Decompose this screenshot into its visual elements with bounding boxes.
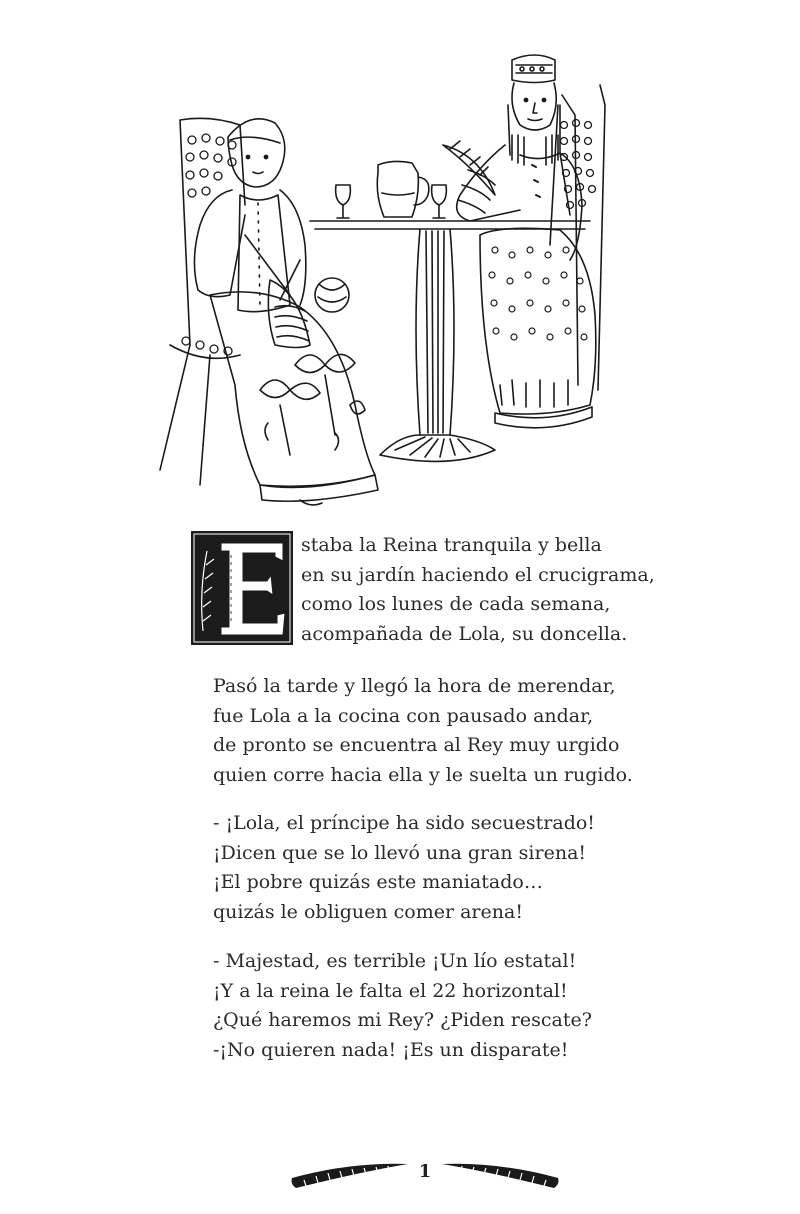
stanza-4 (213, 947, 592, 1065)
stanza-4-line-3: ¿Qué haremos mi Rey? ¿Piden rescate? (213, 1009, 592, 1031)
stanza-4-line-2: ¡Y a la reina le falta el 22 horizontal! (213, 979, 568, 1002)
stanza-2-line-2: fue Lola a la cocina con pausado andar, (213, 704, 594, 727)
stanza-2-line-1: Pasó la tarde y llegó la hora de merendar, (213, 675, 616, 697)
stanza-2 (213, 672, 633, 790)
footer-ornament-right (440, 1158, 560, 1192)
stanza-3-line-4: quizás le obliguen comer arena! (213, 900, 523, 923)
stanza-4-line-1: - Majestad, es terrible ¡Un lío estatal! (213, 950, 577, 972)
stanza-1-line-1: staba la Reina tranquila y bella (301, 534, 602, 556)
stanza-3-line-2: ¡Dicen que se lo llevó una gran sirena! (213, 841, 587, 864)
stanza-4-line-4: -¡No quieren nada! ¡Es un disparate! (213, 1038, 569, 1061)
stanza-1 (301, 531, 655, 649)
jug-and-glasses (336, 161, 447, 218)
illustration-queen-and-king-at-table (150, 45, 630, 515)
stanza-2-line-3: de pronto se encuentra al Rey muy urgido (213, 734, 620, 756)
page-number: 1 (418, 1161, 432, 1182)
stanza-1-line-3: como los lunes de cada semana, (301, 593, 611, 615)
stanza-3-line-3: ¡El pobre quizás este maniatado… (213, 871, 543, 893)
dropcap-ornament (191, 531, 293, 645)
page-footer (290, 1158, 560, 1192)
left-chair (160, 118, 245, 485)
stanza-2-line-4: quien corre hacia ella y le suelta un rugido. (213, 763, 633, 786)
stanza-1-line-4: acompañada de Lola, su doncella. (301, 622, 628, 645)
stanza-3 (213, 809, 595, 927)
stanza-1-line-2: en su jardín haciendo el crucigrama, (301, 563, 655, 586)
table (310, 221, 590, 461)
stanza-3-line-1: - ¡Lola, el príncipe ha sido secuestrado! (213, 812, 595, 834)
